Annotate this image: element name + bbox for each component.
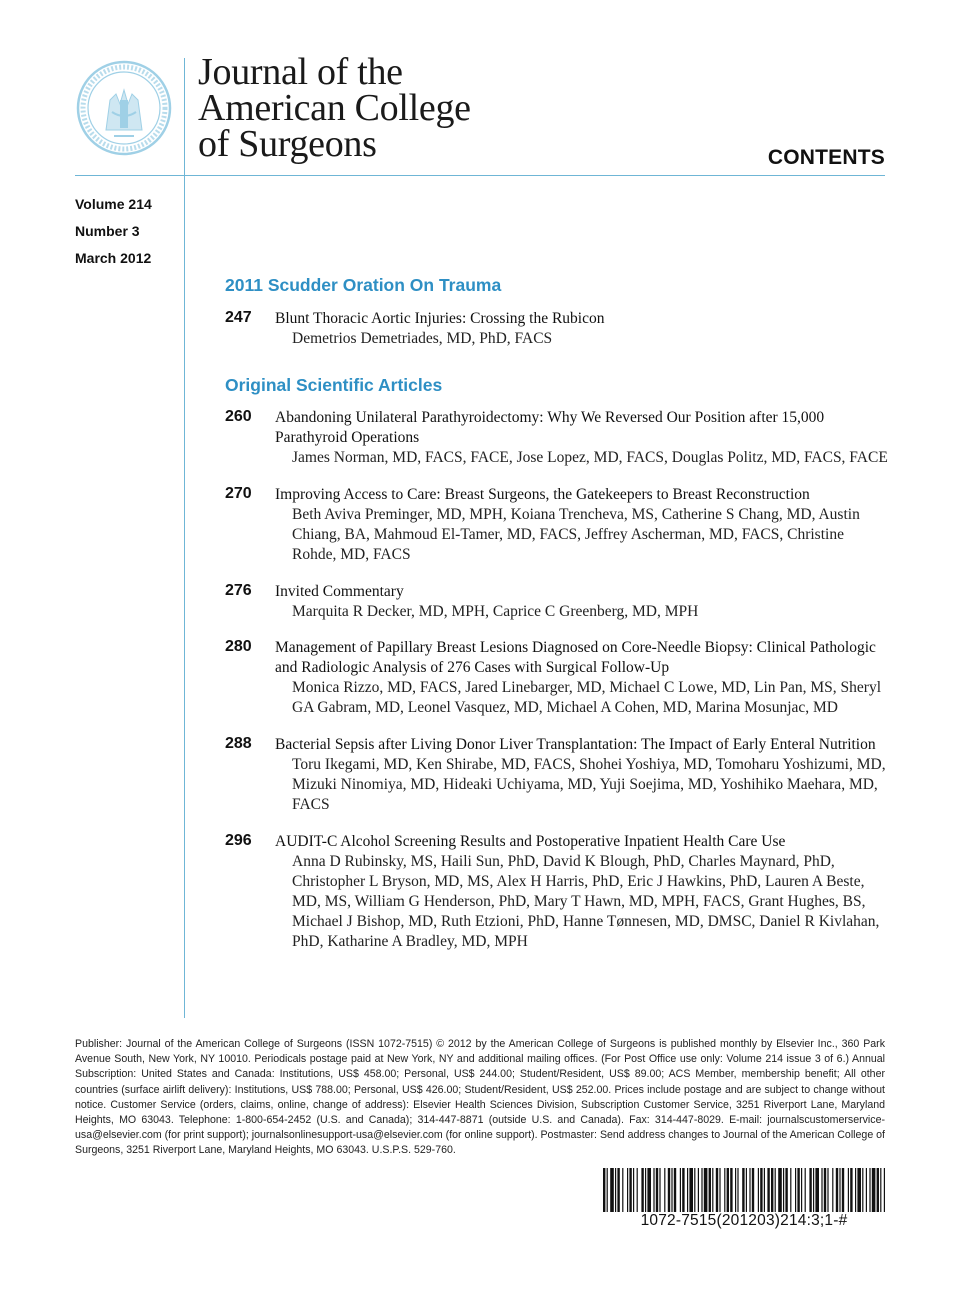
barcode-bar	[778, 1168, 782, 1212]
barcode-bar	[797, 1168, 799, 1212]
barcode-bar	[752, 1168, 754, 1212]
contents-heading: CONTENTS	[767, 146, 885, 169]
barcode-bar	[687, 1168, 688, 1212]
barcode-bar	[615, 1168, 616, 1212]
vertical-rule	[184, 58, 185, 1018]
barcode-bar	[737, 1168, 738, 1212]
article-authors: Monica Rizzo, MD, FACS, Jared Linebarger, MD, Michael C Lowe, MD, Lin Pan, MS, Sheryl GA Gabram, MD, Leonel Vasquez, MD, Michael A Cohen, MD, Marina Mosunjac, MD	[292, 679, 882, 716]
barcode-bar	[842, 1168, 844, 1212]
barcode-bar	[869, 1168, 870, 1212]
barcode-bar	[764, 1168, 765, 1212]
article-title[interactable]: Bacterial Sepsis after Living Donor Liver Transplantation: The Impact of Early Enteral Nutrition	[275, 736, 876, 753]
barcode-bar	[866, 1168, 867, 1212]
barcode-bar	[735, 1168, 736, 1212]
article-title[interactable]: Blunt Thoracic Aortic Injuries: Crossing the Rubicon	[275, 310, 605, 327]
header-rule	[75, 175, 885, 176]
article-title[interactable]: AUDIT-C Alcohol Screening Results and Postoperative Inpatient Health Care Use	[275, 833, 786, 850]
barcode-bar	[627, 1168, 628, 1212]
barcode-bar	[827, 1168, 828, 1212]
barcode-bar	[832, 1168, 833, 1212]
toc-entry[interactable]	[225, 309, 890, 349]
barcode-bar	[848, 1168, 849, 1212]
article-title[interactable]: Abandoning Unilateral Parathyroidectomy: Why We Reversed Our Position after 15,000 Parathyroid Operations	[275, 409, 825, 446]
toc-entry[interactable]	[225, 408, 890, 468]
barcode-bar	[689, 1168, 693, 1212]
journal-title-line: of Surgeons	[198, 123, 377, 165]
article-authors: Beth Aviva Preminger, MD, MPH, Koiana Trencheva, MS, Catherine S Chang, MD, Austin Chiang, BA, Mahmoud El-Tamer, MD, FACS, Jeffrey Ascherman, MD, FACS, Christine Rohde, MD, FACS	[292, 506, 860, 563]
issue-number: Number 3	[75, 223, 140, 239]
toc-entry[interactable]	[225, 735, 890, 815]
barcode-bar	[824, 1168, 826, 1212]
toc-entry[interactable]	[225, 832, 890, 952]
barcode-bar	[694, 1168, 695, 1212]
barcode-bar	[815, 1168, 819, 1212]
barcode-bar	[724, 1168, 725, 1212]
barcode-bar	[656, 1168, 658, 1212]
barcode-bar	[872, 1168, 876, 1212]
barcode-bar	[805, 1168, 806, 1212]
barcode-bar	[862, 1168, 863, 1212]
barcode-bar	[884, 1168, 885, 1212]
page-number: 270	[225, 485, 252, 502]
page-number: 260	[225, 408, 252, 425]
barcode-bar	[610, 1168, 614, 1212]
barcode-bar	[730, 1168, 732, 1212]
barcode-bar	[727, 1168, 729, 1212]
barcode-bar	[664, 1168, 665, 1212]
toc-entry[interactable]	[225, 485, 890, 565]
barcode-bar	[698, 1168, 699, 1212]
barcode-bar	[637, 1168, 638, 1212]
barcode-bar	[629, 1168, 631, 1212]
barcode-bar	[641, 1168, 643, 1212]
journal-title-line: American College	[198, 87, 471, 129]
article-title[interactable]: Improving Access to Care: Breast Surgeons, the Gatekeepers to Breast Reconstruction	[275, 486, 810, 503]
barcode-bar	[775, 1168, 776, 1212]
article-title[interactable]: Management of Papillary Breast Lesions Diagnosed on Core-Needle Biopsy: Clinical Pathologic and Radiologic Analysis of 276 Cases with Surgical Follow-Up	[275, 639, 876, 676]
barcode-bar	[680, 1168, 681, 1212]
article-authors: James Norman, MD, FACS, FACE, Jose Lopez, MD, FACS, Douglas Politz, MD, FACS, FACE	[292, 449, 888, 466]
barcode-bar	[674, 1168, 676, 1212]
barcode-bar	[742, 1168, 744, 1212]
page-number: 288	[225, 735, 252, 752]
toc-entry[interactable]	[225, 582, 890, 622]
barcode-bar	[850, 1168, 852, 1212]
barcode-bar	[758, 1168, 759, 1212]
barcode-bar	[880, 1168, 881, 1212]
barcode-bar	[839, 1168, 840, 1212]
barcode-bar	[857, 1168, 861, 1212]
barcode-bar	[877, 1168, 879, 1212]
barcode-bar	[704, 1168, 708, 1212]
barcode-bar	[785, 1168, 787, 1212]
barcode-bar	[622, 1168, 623, 1212]
page-number: 276	[225, 582, 252, 599]
barcode-bar	[653, 1168, 654, 1212]
barcode-bar	[855, 1168, 856, 1212]
page-number: 280	[225, 638, 252, 655]
barcode-bar	[795, 1168, 796, 1212]
barcode-bar	[790, 1168, 791, 1212]
issue-date: March 2012	[75, 250, 152, 266]
article-authors: Toru Ikegami, MD, Ken Shirabe, MD, FACS, Shohei Yoshiya, MD, Tomoharu Yoshizumi, MD, Mizuki Ninomiya, MD, Hideaki Uchiyama, MD, Yuji Soejima, MD, Yoshihiko Maehara, MD, FACS	[292, 756, 886, 813]
barcode-bar	[712, 1168, 713, 1212]
barcode-number: 1072-7515(201203)214:3;1-#	[640, 1212, 848, 1229]
barcode-bar	[813, 1168, 814, 1212]
barcode-bar	[659, 1168, 660, 1212]
journal-title-line: Journal of the	[198, 51, 403, 93]
barcode-bar	[709, 1168, 711, 1212]
publisher-info: Publisher: Journal of the American College of Surgeons (ISSN 1072-7515) © 2012 by the American College of Surgeons is published monthly by Elsevier Inc., 360 Park Avenue South, New York, NY 10010. Periodicals postage paid at New York, NY and additional mailing offices. (For Post Office use only: Volume 214 issue 3 of 6.) Annual Subscription: United States and Canada: Institutions, US$ 458.00; Personal, US$ 244.00; Student/Resident, US$ 89.00; ACS Member, membership benefit; All other countries (surface airlift delivery): Institutions, US$ 788.00; Personal, US$ 426.00; Student/Resident, US$ 252.00. Prices include postage and are subject to change without notice. Customer Service (orders, claims, online, change of address): Elsevier Health Sciences Division, Subscription Customer Service, 3251 Riverport Lane, Maryland Heights, MO 63043. Telephone: 1-800-654-2452 (U.S. and Canada); 314-447-8871 (outside U.S. and Canada). Fax: 314-447-8029. E-mail: journalscustomerservice-usa@elsevier.com (for print support); journalsonlinesupport-usa@elsevier.com (for online support). Postmaster: Send address changes to Journal of the American College of Surgeons, 3251 Riverport Lane, Maryland Heights, MO 63043. U.S.P.S. 529-760.	[75, 1038, 885, 1157]
barcode-bar	[671, 1168, 672, 1212]
barcode-bar	[783, 1168, 784, 1212]
article-authors: Demetrios Demetriades, MD, PhD, FACS	[292, 330, 553, 347]
college-seal-icon	[76, 60, 172, 156]
barcode-bar	[607, 1168, 608, 1212]
barcode-bar	[771, 1168, 773, 1212]
barcode-icon	[603, 1168, 885, 1212]
barcode-bar	[719, 1168, 720, 1212]
barcode-bar	[821, 1168, 822, 1212]
barcode-bar	[746, 1168, 747, 1212]
barcode-bar	[760, 1168, 762, 1212]
barcode-bar	[682, 1168, 684, 1212]
barcode-bar	[801, 1168, 802, 1212]
barcode-bar	[633, 1168, 634, 1212]
article-authors: Anna D Rubinsky, MS, Haili Sun, PhD, David K Blough, PhD, Charles Maynard, PhD, Christopher L Bryson, MD, MS, Alex H Harris, PhD, Eric J Hawkins, PhD, Lauren A Beste, MD, MS, William G Henderson, PhD, Mary T Hawn, MD, MPH, FACS, Grant Hughes, BS, Michael J Bishop, MD, Ruth Etzioni, PhD, Hanne Tønnesen, MD, DMSC, Daniel R Kivlahan, PhD, Katharine A Bradley, MD, MPH	[292, 853, 880, 950]
article-authors: Marquita R Decker, MD, MPH, Caprice C Greenberg, MD, MPH	[292, 603, 699, 620]
barcode-bar	[836, 1168, 838, 1212]
barcode-bar	[603, 1168, 605, 1212]
barcode-bar	[809, 1168, 811, 1212]
barcode-bar	[617, 1168, 619, 1212]
barcode-bar	[749, 1168, 750, 1212]
article-title[interactable]: Invited Commentary	[275, 583, 404, 600]
issue-info	[75, 191, 152, 272]
page-number: 296	[225, 832, 252, 849]
barcode-bar	[668, 1168, 670, 1212]
barcode-bar	[767, 1168, 769, 1212]
barcode-bar	[647, 1168, 651, 1212]
barcode-bar	[701, 1168, 702, 1212]
journal-title	[198, 51, 471, 165]
section-heading: Original Scientific Articles	[225, 375, 443, 395]
toc-entry[interactable]	[225, 638, 890, 718]
barcode-bar	[716, 1168, 718, 1212]
page-number: 247	[225, 309, 252, 326]
section-heading: 2011 Scudder Oration On Trauma	[225, 275, 502, 295]
barcode-bar	[645, 1168, 646, 1212]
issue-volume: Volume 214	[75, 196, 152, 212]
